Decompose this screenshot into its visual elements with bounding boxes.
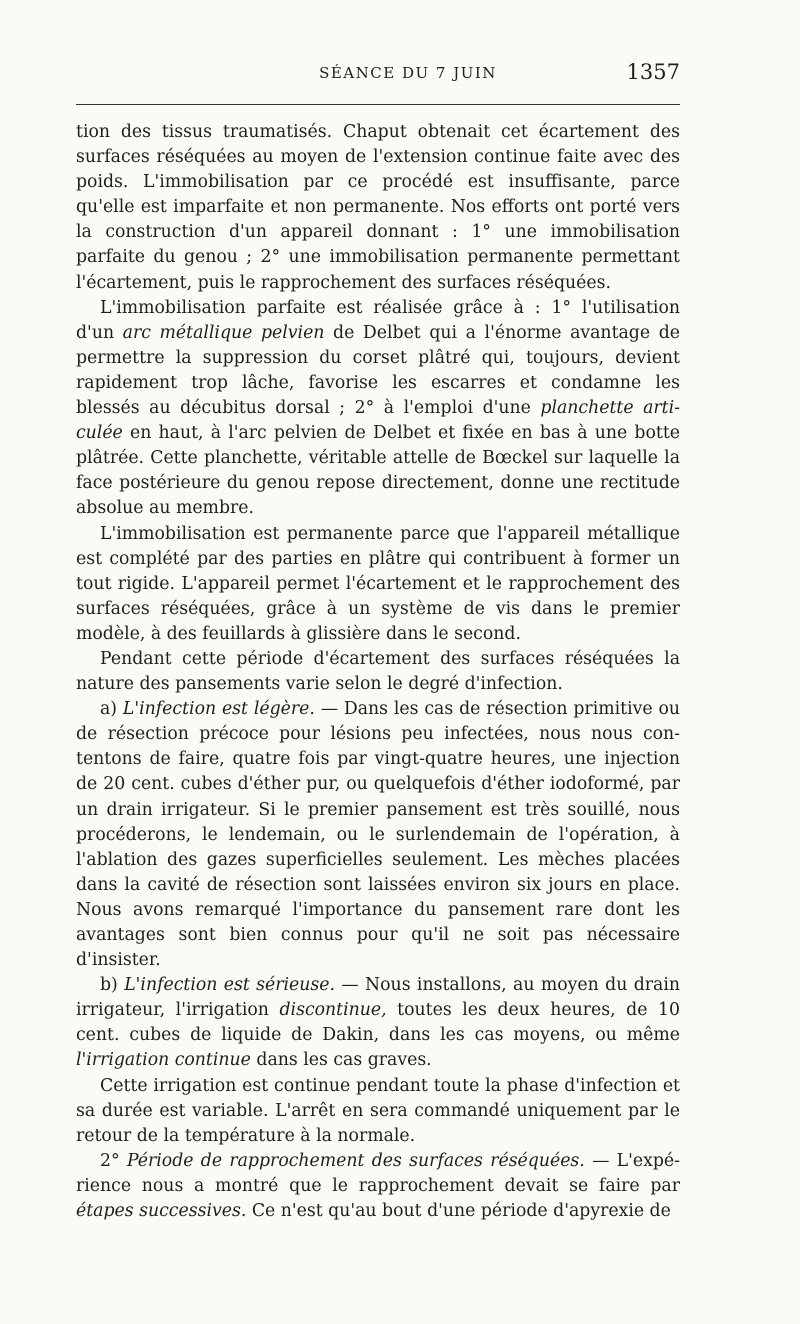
paragraph-8-text-2: — L'expérience nous a montré que le rapprochement devait se faire par — [76, 1150, 680, 1196]
paragraph-4: Pendant cette période d'écartement des surfaces réséquées la nature des pansements varie selon le degré d'infection. — [76, 648, 680, 695]
header-rule — [76, 104, 680, 105]
paragraph-6 — [76, 973, 680, 1073]
paragraph-7: Cette irrigation est continue pendant toute la phase d'infection et sa durée est variable. L'arrêt en sera commandé uniquement par le retour de la température à la normale. — [76, 1075, 680, 1146]
paragraph-3: L'immobilisation est permanente parce que l'appareil métallique est complété par des parties en plâtre qui contribuent à former un tout rigide. L'appareil permet l'écartement et le rapprochement des surfaces réséquées, grâce à un système de vis dans le premier modèle, à des feuillards à glissière dans le second. — [76, 523, 680, 644]
paragraph-5 — [76, 697, 680, 973]
paragraph-6-text-4: dans les cas graves. — [250, 1050, 432, 1071]
paragraph-6-text-1: b) — [100, 975, 125, 996]
paragraph-8-text-3: Ce n'est qu'au bout d'une période d'apyrexie de — [246, 1201, 671, 1222]
body-text — [76, 120, 680, 1224]
paragraph-5-text-1: a) — [100, 699, 123, 720]
paragraph-6-italic-2: discontinue, — [279, 1000, 387, 1021]
paragraph-8 — [76, 1149, 680, 1224]
paragraph-2 — [76, 296, 680, 522]
paragraph-2-italic-2: planchette articulée — [76, 398, 680, 444]
paragraph-5-text-2: — Dans les cas de résection primitive ou de résection précoce pour lésions peu infectées, nous nous contentons de faire, quatre fois par vingt-quatre heures, une injection de 20 cent. cubes d'éther pur, ou quelquefois d'éther iodoformé, par un drain irrigateur. Si le premier pansement est très souillé, nous procéderons, le lendemain, ou le surlendemain de l'opération, à l'ablation des gazes superficielles seulement. Les mèches placées dans la cavité de résection sont laissées environ six jours en place. Nous avons remarqué l'importance du pansement rare dont les avantages sont bien connus pour qu'il ne soit pas nécessaire d'insister. — [76, 699, 680, 971]
paragraph-2-text-1: L'immobilisation parfaite est réalisée grâce à : 1° l'utilisation d'un — [76, 297, 680, 343]
paragraph-6-text-2: — Nous installons, au moyen du drain irrigateur, l'irrigation — [76, 975, 680, 1021]
paragraph-6-italic-3: l'irrigation continue — [76, 1050, 251, 1071]
paragraph-6-italic-1: L'infection est sérieuse. — [124, 975, 335, 996]
paragraph-8-text-1: 2° — [100, 1150, 127, 1171]
paragraph-5-italic-1: L'infection est légère. — [122, 699, 315, 720]
page-number: 1357 — [626, 60, 680, 84]
paragraph-2-text-3: en haut, à l'arc pelvien de Delbet et fixée en bas à une botte plâtrée. Cette planchette, véritable attelle de Bœckel sur laquelle la face postérieure du genou repose directement, donne une rectitude absolue au membre. — [76, 423, 680, 519]
running-head — [76, 60, 680, 88]
paragraph-8-italic-1: Période de rapprochement des surfaces réséquées. — [126, 1150, 585, 1171]
paragraph-1: tion des tissus traumatisés. Chaput obtenait cet écartement des surfaces réséquées au moyen de l'extension continue faite avec des poids. L'immobilisation par ce procédé est insuffisante, parce qu'elle est imparfaite et non permanente. Nos efforts ont porté vers la construction d'un appareil donnant : 1° une immobilisation parfaite du genou ; 2° une immobilisation permanente permettant l'écartement, puis le rapprochement des surfaces réséquées. — [76, 122, 680, 293]
running-title: SÉANCE DU 7 JUIN — [319, 64, 497, 82]
paragraph-8-italic-2: étapes successives. — [76, 1201, 247, 1222]
paragraph-2-text-2: de Delbet qui a l'énorme avantage de permettre la suppression du corset plâtré qui, toujours, devient rapidement trop lâche, favorise les escarres et condamne les blessés au décubitus dorsal ; 2° à l'emploi d'une — [76, 322, 680, 419]
paragraph-6-text-3: toutes les deux heures, de 10 cent. cubes de liquide de Dakin, dans les cas moyens, ou même — [76, 1000, 680, 1046]
paragraph-2-italic-1: arc métallique pelvien — [122, 322, 325, 343]
